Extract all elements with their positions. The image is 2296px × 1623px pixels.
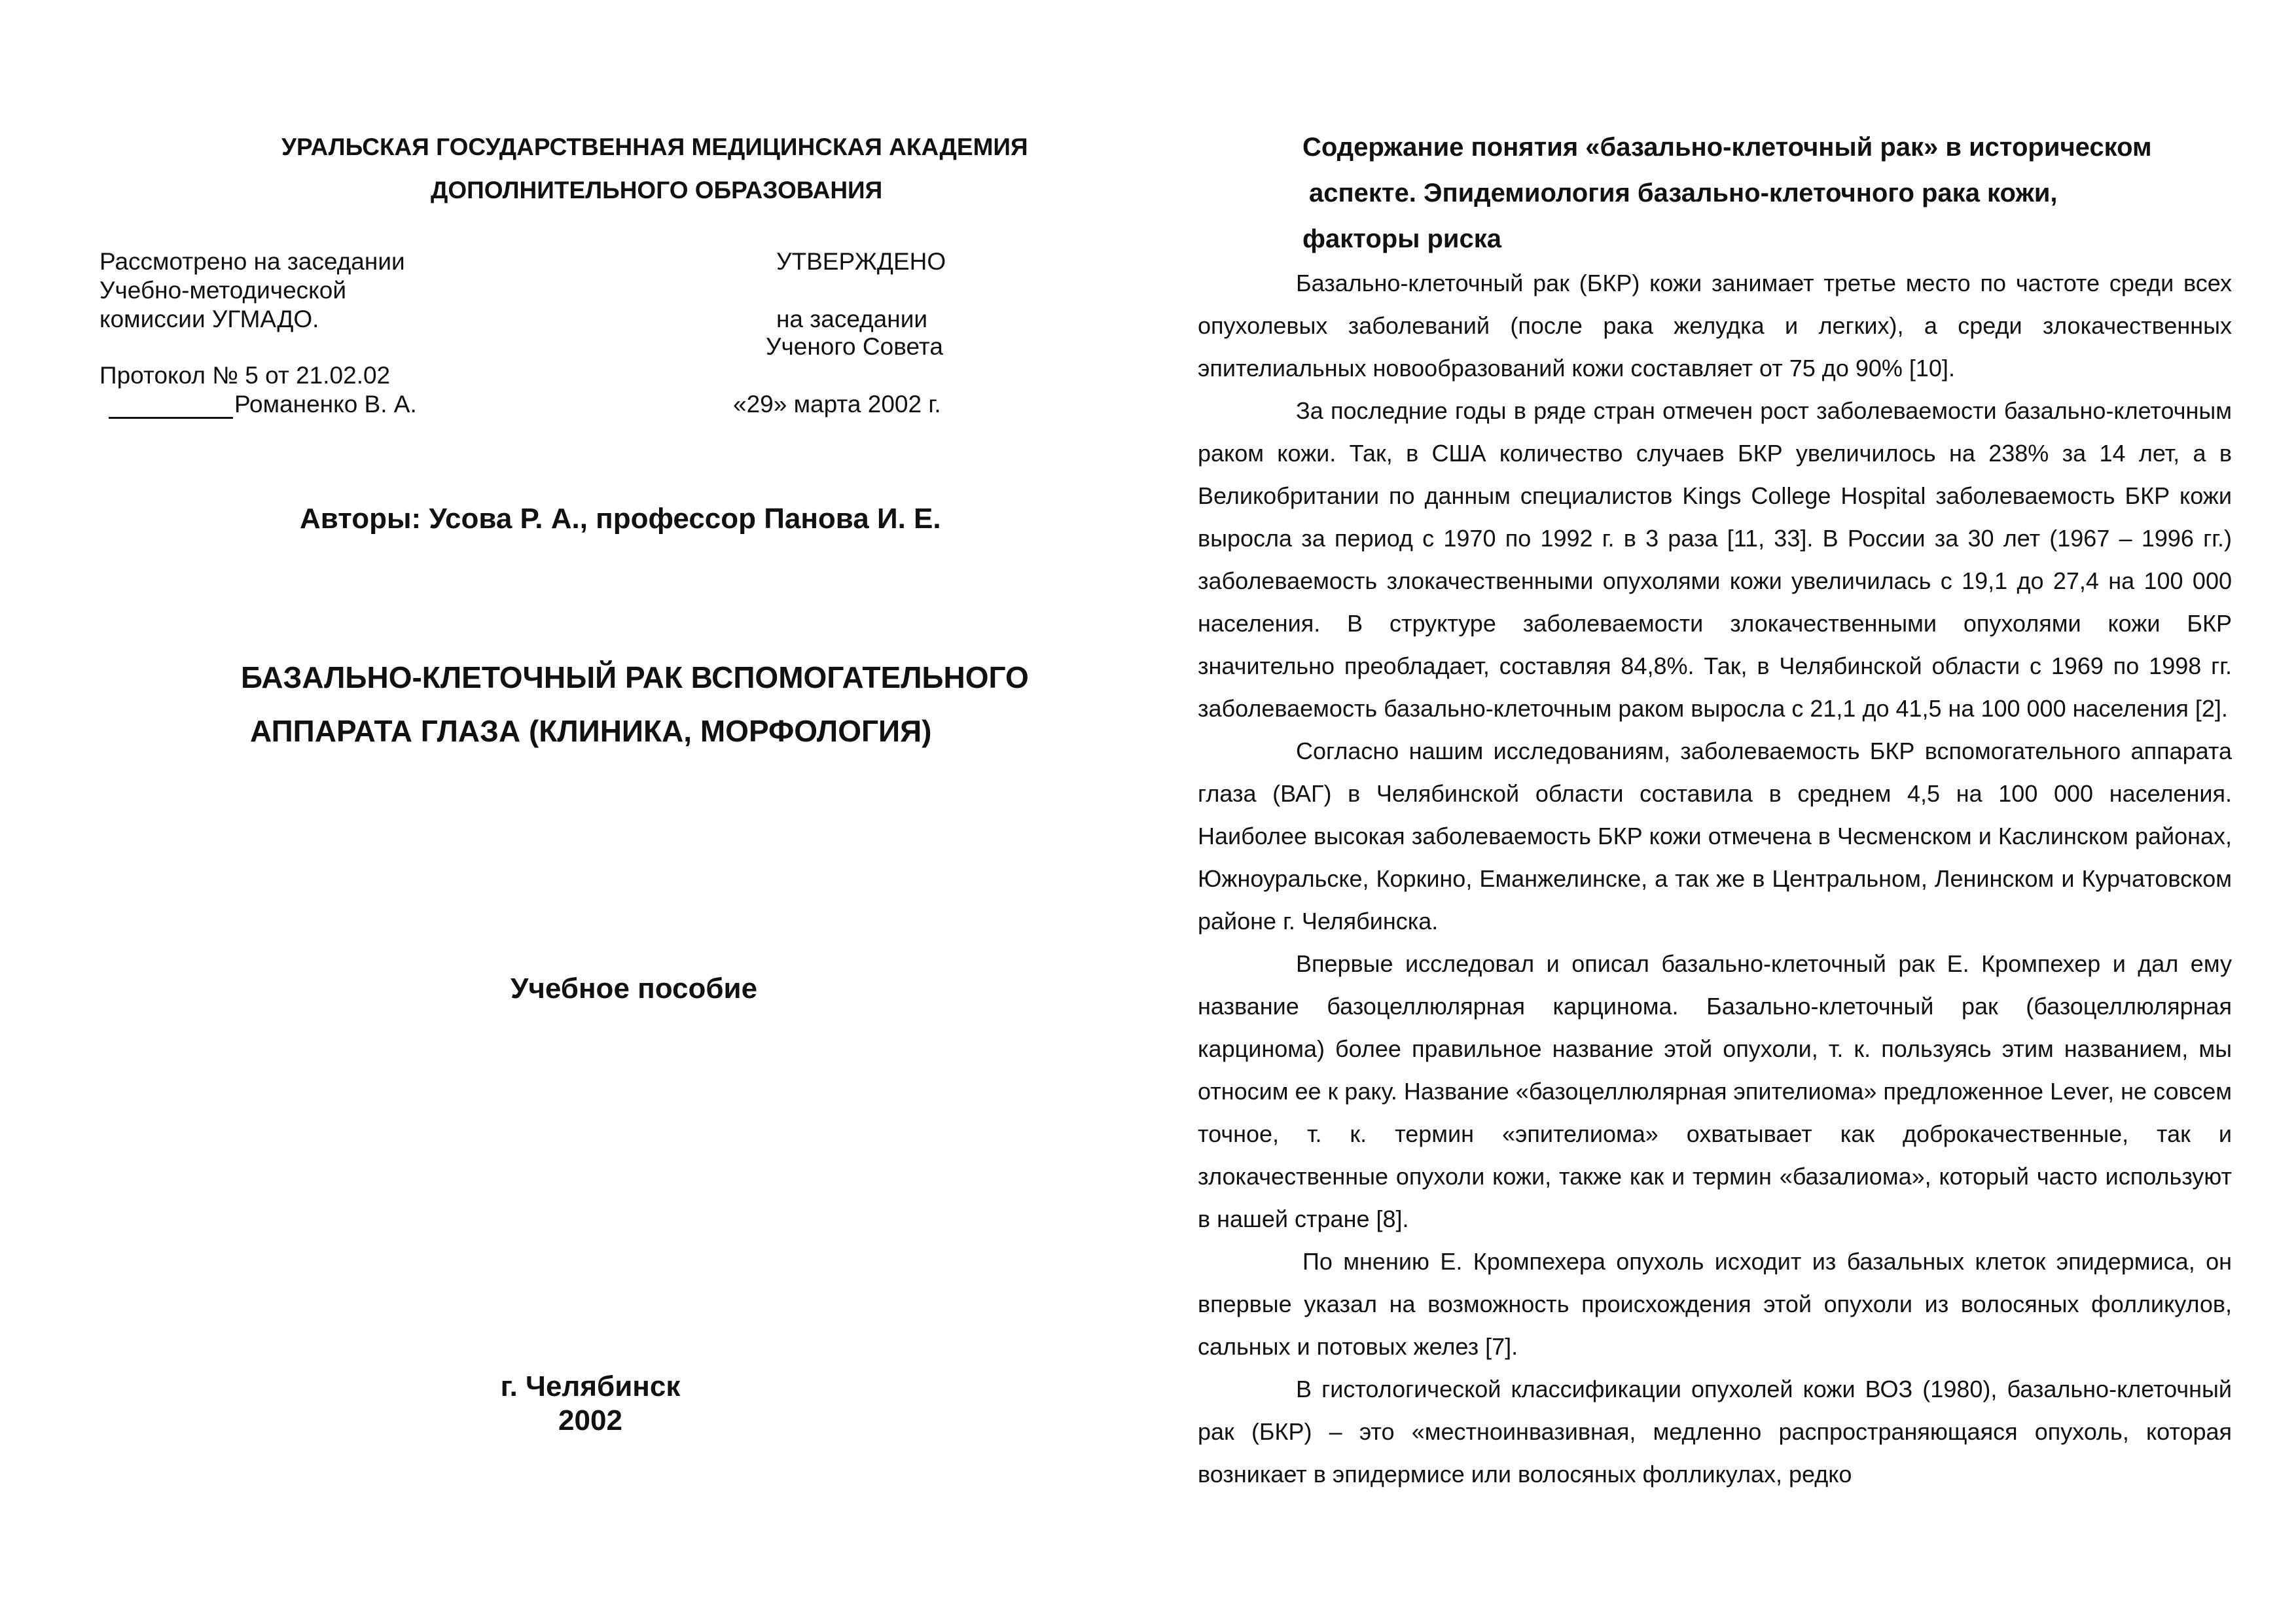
institution-line-1: УРАЛЬСКАЯ ГОСУДАРСТВЕННАЯ МЕДИЦИНСКАЯ АКАДЕМИЯ: [281, 134, 1028, 160]
reviewed-line-2: Учебно-методической: [99, 277, 347, 304]
approved-line-2: Ученого Совета: [766, 333, 943, 360]
reviewed-line-1: Рассмотрено на заседании: [99, 248, 405, 275]
reviewed-line-3: комиссии УГМАДО.: [99, 306, 319, 332]
signature-name: Романенко В. А.: [234, 391, 417, 418]
book-title-line-2: АППАРАТА ГЛАЗА (КЛИНИКА, МОРФОЛОГИЯ): [250, 714, 932, 748]
section-heading-line-3: факторы риска: [1302, 224, 1502, 253]
approved-label: УТВЕРЖДЕНО: [776, 248, 946, 275]
approved-line-1: на заседании: [776, 306, 928, 332]
book-title-line-1: БАЗАЛЬНО-КЛЕТОЧНЫЙ РАК ВСПОМОГАТЕЛЬНОГО: [241, 660, 1029, 694]
paragraph: Согласно нашим исследованиям, заболеваемость БКР вспомогательного аппарата глаза (ВАГ) в Челябинской области составила в среднем 4,5 на 100 000 населения. Наиболее высокая заболеваемость БКР кожи отмечена в Чесменском и Каслинском районах, Южноуральске, Коркино, Еманжелинске, а так же в Центральном, Ленинском и Курчатовском районе г. Челябинска.: [1198, 738, 2232, 935]
document-type: Учебное пособие: [511, 972, 758, 1005]
protocol-line: Протокол № 5 от 21.02.02: [99, 362, 391, 389]
paragraph: По мнению Е. Кромпехера опухоль исходит из базальных клеток эпидермиса, он впервые указал на возможность происхождения этой опухоли из волосяных фолликулов, сальных и потовых желез [7].: [1198, 1248, 2232, 1360]
approved-date: «29» марта 2002 г.: [733, 391, 941, 418]
paragraph: Впервые исследовал и описал базально-клеточный рак Е. Кромпехер и дал ему название базоцеллюлярная карцинома. Базально-клеточный рак (базоцеллюлярная карцинома) более правильное название этой опухоли, т. к. пользуясь этим названием, мы относим ее к раку. Название «базоцеллюлярная эпителиома» предложенное Lever, не совсем точное, т. к. термин «эпителиома» охватывает как доброкачественные, так и злокачественные опухоли кожи, также как и термин «базалиома», который часто используют в нашей стране [8].: [1198, 950, 2232, 1232]
content-page: [1198, 124, 2232, 1495]
year: 2002: [558, 1404, 622, 1436]
institution-line-2: ДОПОЛНИТЕЛЬНОГО ОБРАЗОВАНИЯ: [431, 177, 883, 204]
paragraph: За последние годы в ряде стран отмечен рост заболеваемости базально-клеточным раком кожи. Так, в США количество случаев БКР увеличилось на 238% за 14 лет, а в Великобритании по данным специалистов Kings College Hospital заболеваемость БКР кожи выросла за период с 1970 по 1992 г. в 3 раза [11, 33]. В России за 30 лет (1967 – 1996 гг.) заболеваемость злокачественными опухолями кожи увеличилась с 19,1 до 27,4 на 100 000 населения. В структуре заболеваемости злокачественными опухолями кожи БКР значительно преобладает, составляя 84,8%. Так, в Челябинской области с 1969 по 1998 гг. заболеваемость базально-клеточным раком выросла с 21,1 до 41,5 на 100 000 населения [2].: [1198, 397, 2232, 722]
paragraph: Базально-клеточный рак (БКР) кожи занимает третье место по частоте среди всех опухолевых заболеваний (после рака желудка и легких), а среди злокачественных эпителиальных новообразований кожи составляет от 75 до 90% [10].: [1198, 270, 2232, 382]
city: г. Челябинск: [500, 1370, 681, 1402]
section-heading-line-1: Содержание понятия «базально-клеточный рак» в историческом: [1302, 133, 2152, 162]
signature-line: [109, 390, 417, 419]
authors-line: Авторы: Усова Р. А., профессор Панова И. Е.: [300, 503, 941, 535]
signature-blank: [109, 393, 233, 419]
paragraph: В гистологической классификации опухолей кожи ВОЗ (1980), базально-клеточный рак (БКР) – это «местноинвазивная, медленно распространяющаяся опухоль, которая возникает в эпидермисе или волосяных фолликулах, редко: [1198, 1376, 2232, 1488]
section-heading-line-2: аспекте. Эпидемиология базально-клеточного рака кожи,: [1309, 179, 2058, 207]
